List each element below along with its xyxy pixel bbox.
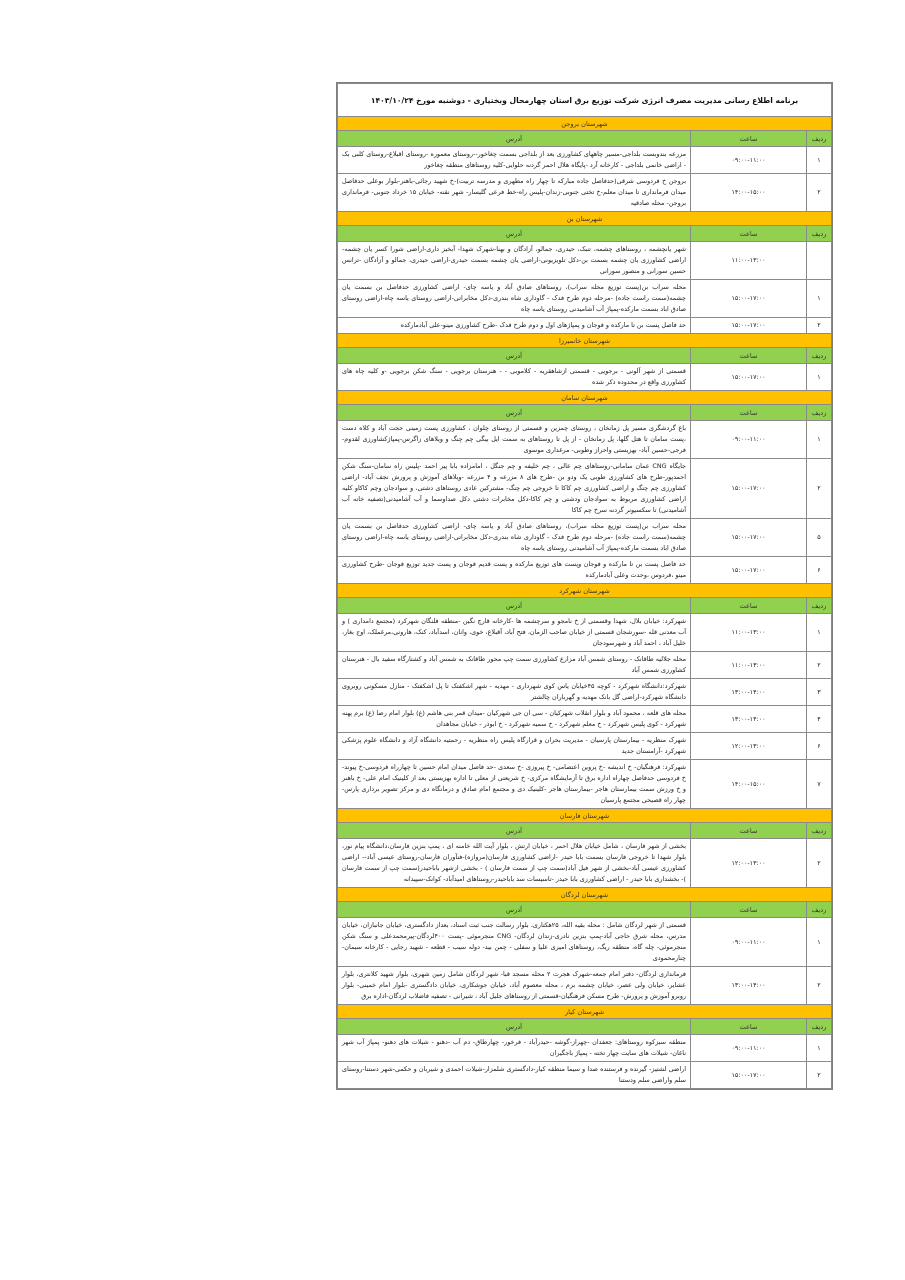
outage-time: ۱۴:۰۰-۱۵:۰۰ xyxy=(691,760,807,809)
county-name: شهرستان سامان xyxy=(338,391,832,405)
outage-time: ۱۱:۰۰-۱۳:۰۰ xyxy=(691,242,807,280)
column-header-row-number: ردیف xyxy=(807,405,832,421)
row-number: ۲ xyxy=(807,174,832,212)
column-header-time: ساعت xyxy=(691,405,807,421)
outage-schedule-sheet xyxy=(336,82,833,1090)
county-name: شهرستان لردگان xyxy=(338,888,832,902)
column-header-row xyxy=(338,823,832,839)
county-header-row xyxy=(338,888,832,902)
county-name: شهرستان فارسان xyxy=(338,809,832,823)
table-row xyxy=(338,421,832,459)
row-number: ۶ xyxy=(807,733,832,760)
outage-time: ۱۵:۰۰-۱۷:۰۰ xyxy=(691,519,807,557)
outage-address: منطقه سبزکوه روستاهای: جعفدان -چهراز-گوشه -حیدرآباد - فرخور- چهارطاق- دم آب -دهنو - شیلات های دهنو- پمپاژ آب شهر ناغان- شیلات های سایت چهار تخته - پمپاژ باجگیران xyxy=(338,1035,691,1062)
outage-time: ۱۵:۰۰-۱۷:۰۰ xyxy=(691,459,807,519)
column-header-row xyxy=(338,226,832,242)
outage-address: مزرعه بندوبست بلداجی-مسیر چاههای کشاورزی بعد از بلداجی بسمت چغاخور--روستای معموره -روستای اقبلاغ-روستای کلبی بک - اراضی خانمی بلداجی - کارخانه آرد -پایگاه هلال احمر گردنه حلوایی-کلیه روستاهای منطقه چغاخور xyxy=(338,147,691,174)
column-header-address: آدرس xyxy=(338,823,691,839)
table-row xyxy=(338,557,832,584)
column-header-row-number: ردیف xyxy=(807,1019,832,1035)
row-number: ۲ xyxy=(807,652,832,679)
outage-address: حد فاصل پست بن تا مارکده و فوجان و پمپاژهای اول و دوم طرح فدک -طرح کشاورزی مینو-علی آبادمارکده xyxy=(338,318,691,334)
row-number: ۲ xyxy=(807,1062,832,1089)
county-header-row xyxy=(338,809,832,823)
column-header-row-number: ردیف xyxy=(807,348,832,364)
table-row xyxy=(338,652,832,679)
outage-address: بخشی از شهر فارسان ، شامل خیابان هلال احمر ، خیابان ارتش ، بلوار آیت الله خامنه ای ، پمپ بنزین فارسان،دانشگاه پیام نور، بلوار شهدا تا خروجی فارسان بسمت بابا حیدر -اراضی کشاورزی فارسان(مروازه)-فنآوران فارسان-روستای عیسی آباد-- اراضی کشاورزی عیسی آباد-بخشی از شهر فیل آباد(سمت چپ از سمت فارسان ) - بخشی ازشهر باباحیدر(سمت چپ از سمت فارسان )- بخشداری بابا حیدر - اراضی کشاورزی بابا حیدر -تاسیسات سد باباحیدر-روستاهای امیدآباد- کوانک-سپیدانه xyxy=(338,839,691,888)
outage-address: جایگاه CNG عمان سامانی-روستاهای چم عالی ، چم خلیفه و چم جنگل ، امامزاده بابا پیر احمد -پلیس راه سامان-سنگ شکن احمدپور-طرح های کشاورزی طوبی یک ودو بن -طرح های ۸ مزرعه و ۴ مزرعه -ویلاهای آموزش و پرورش نجف آباد- اراضی کشاورزی چم چنگ و اراضی کشاورزی چم کاکا تا خروجی چم چنگ- مشترکین عادی روستاهای دشتی، و سوادجان وچم کاکاو کلیه اراضی کشاورزی مربوط به سوادجان ودشتی و چم کاکا-دکل مخابرات دشتی دکل صداوسما و آب آشامیدنی(تصفیه خانه آب آشامیدنی) تا سکسیونر گردنه سرخ چم کاکا xyxy=(338,459,691,519)
table-row xyxy=(338,706,832,733)
table-row xyxy=(338,519,832,557)
outage-address: قسمتی از شهر لردگان شامل : محله بقیه الله، ۲۵هکتاری، بلوار رسالت جنب ثبت اسناد، بعداز دادگستری، خیابان جانبازان، خیابان مدرس، محله شرق حاجی آباد-پمپ بنزین نادری-زندان لردگان- CNG منجرموئی -پست ۴۰۰لردگان-پیرمحمدعلی و سنگ شکن منجرموئی- چله گاه، منطقه ریگ، روستاهای امیری علیا و سفلی - چمن بید- دوله سیب - قطعه - شهید رجایی - کارخانه سیمان-چنارمحمودی xyxy=(338,918,691,967)
outage-time: ۱۴:۰۰-۱۵:۰۰ xyxy=(691,174,807,212)
row-number: ۲ xyxy=(807,459,832,519)
row-number: ۱ xyxy=(807,918,832,967)
table-row xyxy=(338,147,832,174)
row-number: ۵ xyxy=(807,519,832,557)
column-header-time: ساعت xyxy=(691,131,807,147)
column-header-time: ساعت xyxy=(691,226,807,242)
column-header-address: آدرس xyxy=(338,226,691,242)
table-row xyxy=(338,679,832,706)
column-header-address: آدرس xyxy=(338,131,691,147)
row-number: ۷ xyxy=(807,760,832,809)
row-number: ۴ xyxy=(807,706,832,733)
row-number: ۱ xyxy=(807,147,832,174)
column-header-row-number: ردیف xyxy=(807,226,832,242)
outage-time: ۰۹:۰۰-۱۱:۰۰ xyxy=(691,421,807,459)
outage-schedule-table xyxy=(337,83,832,1089)
table-row xyxy=(338,760,832,809)
outage-time: ۱۳:۰۰-۱۴:۰۰ xyxy=(691,679,807,706)
county-name: شهرستان شهرکرد xyxy=(338,584,832,598)
column-header-time: ساعت xyxy=(691,348,807,364)
outage-address: شهرکرد:دانشگاه شهرکرد - کوچه ۴۵خیابان یاس کوی شهرداری - مهدیه - شهر اشکفتک تا پل اشکفتک - منازل مسکونی روبروی دانشگاه شهرکرد-اراضی گل بانک مهدیه و گهرباران چالشتر xyxy=(338,679,691,706)
column-header-row xyxy=(338,405,832,421)
outage-address: باغ گردشگری مسیر پل زمانخان ، روستای چمزین و قسمتی از روستای چلوان ، کشاورزی پست زمینی حجت آباد و کلاه دست ،پست سامان تا هتل گلها، پل زمانخان - از پل تا روستاهای به سمت ایل بیگی چم چنگ و ویلاهای زاگرس-پمپاژکشاورزی لقدوم- فرجی-حسین آباد- بهزیستی واحراز وطوبی- مرغداری موسوی xyxy=(338,421,691,459)
outage-address: شهر یانچشمه ، روستاهای چشمه، تنبک، حیدری، جمالو، آزادگان و بهنا-شهرک شهدا- آبخیز داری-اراضی شورا کسر یان چشمه-اراضی کشاورزی یان چشمه بسمت بن-دکل تلویزیونی-اراضی یان چشمه بسمت حیدری-اراضی حیدری، جمالو و آزادگان -ترانس حسین سورانی و منصور سورانی xyxy=(338,242,691,280)
column-header-row-number: ردیف xyxy=(807,131,832,147)
outage-time: ۱۵:۰۰-۱۷:۰۰ xyxy=(691,318,807,334)
outage-address: شهرکرد: فرهنگیان- خ اندیشه -خ پروین اعتصامی- خ پیروزی -خ سعدی -حد فاصل میدان امام حسین تا چهارراه فردوسی-خ پیوند- خ فردوسی حدفاصل چهاراه اداره برق تا آزمایشگاه مرکزی- خ شریعتی از معلی تا اداره بهزیستی بعد از کلینیک امام علی- خ باهنر و خ ورزش سمت بیمارستان هاجر -بیمارستان هاجر -کلینیک دی و مجتمع امام صادق و درمانگاه دی و مرکز تصویر برداری پارس-چهار راه قصیحی مجتمع پارسیان xyxy=(338,760,691,809)
outage-time: ۱۲:۰۰-۱۳:۰۰ xyxy=(691,733,807,760)
table-row xyxy=(338,733,832,760)
outage-address: شهرکرد: خیابان بلال، شهدا وقسمتی از خ نامجو و سرچشمه ها -کارخانه قارچ نگین -منطقه فلنگان شهرکرد (مجتمع دامداری ) و آب معدنی قله -سورشجان قسمتی از خیابان صاحب الزمان، فتح آباد، آقبلاغ، خوی، وانان، اسدآباد، کنک، هارونی،مرغملک، اوج بغار، خلیل آباد ، احمد آباد و شهرسودجان xyxy=(338,614,691,652)
column-header-address: آدرس xyxy=(338,405,691,421)
table-row xyxy=(338,918,832,967)
column-header-address: آدرس xyxy=(338,598,691,614)
table-row xyxy=(338,1062,832,1089)
county-header-row xyxy=(338,391,832,405)
county-name: شهرستان بروجن xyxy=(338,117,832,131)
outage-address: فرمانداری لردگان- دفتر امام جمعه-شهرک هجرت ۲ محله مسجد قبا- شهر لردگان شامل زمین شهری، بلوار شهید کلانتری، بلوار عشایر، خیابان ولی عصر، خیابان چشمه برم ، محله معصوم آباد، خیابان جوشکاری، خیابان دادگستری -بلوار امام خمینی- بلوار روبرو آموزش و پرورش- طرح مسکن فرهنگیان-قسمتی از روستاهای جلیل آباد ، شیرانی - تصفیه فاضلاب لردگان-اداره برق xyxy=(338,967,691,1005)
table-row xyxy=(338,280,832,318)
county-name: شهرستان کیار xyxy=(338,1005,832,1019)
column-header-row xyxy=(338,348,832,364)
column-header-time: ساعت xyxy=(691,598,807,614)
outage-address: بروجن خ فردوسی شرقی(حدفاصل جاده مبارکه تا چهار راه مطهری و مدرسه تربیت)-خ شهید رجائی-باهنر-بلوار بوعلی حدفاصل میدان فرمانداری تا میدان معلم-خ تختی جنوبی-زندان-پلیس راه-خط فرعی گلیسار- شهر نقنه- خیابان ۱۵ خرداد جنوبی- فرمانداری بروجن- محله صادقیه xyxy=(338,174,691,212)
outage-time: ۰۹:۰۰-۱۱:۰۰ xyxy=(691,147,807,174)
outage-time: ۱۵:۰۰-۱۷:۰۰ xyxy=(691,1062,807,1089)
table-row xyxy=(338,242,832,280)
outage-time: ۱۵:۰۰-۱۷:۰۰ xyxy=(691,280,807,318)
row-number: ۲ xyxy=(807,839,832,888)
row-number: ۶ xyxy=(807,557,832,584)
outage-address: محله جلالیه طاقانک - روستای شمس آباد مزارع کشاورزی سمت چپ محور طاقانک به شمس آباد و کشتارگاه سفید بال - هنرستان کشاورزی شمس آباد xyxy=(338,652,691,679)
column-header-address: آدرس xyxy=(338,348,691,364)
document-title: برنامه اطلاع رسانی مدیریت مصرف انرژی شرکت توزیع برق استان چهارمحال وبختیاری - دوشنبه مورخ ۱۴۰۳/۱۰/۲۴ xyxy=(338,84,832,117)
table-row xyxy=(338,1035,832,1062)
outage-time: ۱۵:۰۰-۱۷:۰۰ xyxy=(691,557,807,584)
column-header-time: ساعت xyxy=(691,902,807,918)
outage-time: ۱۱:۰۰-۱۳:۰۰ xyxy=(691,614,807,652)
column-header-row-number: ردیف xyxy=(807,823,832,839)
column-header-row-number: ردیف xyxy=(807,598,832,614)
table-row xyxy=(338,174,832,212)
outage-address: قسمتی از شهر آلونی - برجویی - قسمتی ازشاهقریه - کلاموبی - - هنرستان برجویی - سنگ شکن برجویی -و کلیه چاه های کشاورزی واقع در محدوده ذکر شده xyxy=(338,364,691,391)
outage-time: ۰۹:۰۰-۱۱:۰۰ xyxy=(691,918,807,967)
outage-address: اراضی لشتیز- گیرنده و فرستنده صدا و سیما منطقه کیار-دادگستری شلمزار-شیلات احمدی و شیربان و حکمی-شهر دستنا-روستای سلم واراضی سلم ودستنا xyxy=(338,1062,691,1089)
outage-time: ۱۲:۰۰-۱۳:۰۰ xyxy=(691,839,807,888)
row-number: ۱ xyxy=(807,1035,832,1062)
table-row xyxy=(338,318,832,334)
title-row xyxy=(338,84,832,117)
row-number: ۱ xyxy=(807,421,832,459)
county-header-row xyxy=(338,212,832,226)
county-header-row xyxy=(338,1005,832,1019)
column-header-row xyxy=(338,902,832,918)
table-row xyxy=(338,967,832,1005)
row-number: ۳ xyxy=(807,679,832,706)
row-number xyxy=(807,242,832,280)
row-number: ۱ xyxy=(807,364,832,391)
column-header-row xyxy=(338,131,832,147)
county-name: شهرستان بن xyxy=(338,212,832,226)
outage-address: شهرک منظریه - بیمارستان پارسیان - مدیریت بحران و قرارگاه پلیس راه منظریه - رحمتیه دانشگاه آزاد و دانشگاه علوم پزشکی شهرکرد -آرامستان جدید xyxy=(338,733,691,760)
outage-address: محله های قلعه ، محمود آباد و بلوار انقلاب شهرکیان - سی ان جی شهرکیان -میدان قمر بنی هاشم (ع) بلوار امام رضا (ع) برم پهنه شهرکرد - کوی پلیس شهرکرد - خ معلم شهرکرد - خ سمیه شهرکرد - خ ابوذر - خیابان مجاهدان xyxy=(338,706,691,733)
outage-address: محله سراب بن(پست توزیع محله سراب)، روستاهای صادق آباد و یاسه چای- اراضی کشاورزی حدفاصل بن بسمت یان چشمه(سمت راست جاده) -مرحله دوم طرح فدک - گاوداری شاه بندری-دکل مخابراتی-اراضی روستای یاسه چاه-اراضی روستای صادق اباد بسمت مارکده-پمپاژ آب آشامیدنی روستای یاسه چاه xyxy=(338,519,691,557)
outage-time: ۱۳:۰۰-۱۴:۰۰ xyxy=(691,706,807,733)
column-header-row xyxy=(338,598,832,614)
outage-address: حد فاصل پست بن تا مارکده و فوجان وپست های توزیع مارکده و پست قدیم فوجان و پست جدید توزیع فوجان -طرح کشاورزی مینو ،فردوس ،وحدت وعلی آبادمارکده xyxy=(338,557,691,584)
column-header-time: ساعت xyxy=(691,1019,807,1035)
county-header-row xyxy=(338,584,832,598)
row-number: ۱ xyxy=(807,280,832,318)
outage-time: ۰۹:۰۰-۱۱:۰۰ xyxy=(691,1035,807,1062)
outage-time: ۱۳:۰۰-۱۴:۰۰ xyxy=(691,967,807,1005)
row-number: ۲ xyxy=(807,967,832,1005)
outage-address: محله سراب بن(پست توزیع محله سراب)، روستاهای صادق آباد و یاسه چای- اراضی کشاورزی حدفاصل بن بسمت یان چشمه(سمت راست جاده) -مرحله دوم طرح فدک - گاوداری شاه بندری-دکل مخابراتی-اراضی روستای یاسه چاه-اراضی روستای صادق اباد بسمت مارکده-پمپاژ آب آشامیدنی روستای یاسه چاه xyxy=(338,280,691,318)
column-header-time: ساعت xyxy=(691,823,807,839)
column-header-address: آدرس xyxy=(338,902,691,918)
column-header-row xyxy=(338,1019,832,1035)
outage-time: ۱۱:۰۰-۱۳:۰۰ xyxy=(691,652,807,679)
column-header-address: آدرس xyxy=(338,1019,691,1035)
column-header-row-number: ردیف xyxy=(807,902,832,918)
county-header-row xyxy=(338,334,832,348)
outage-time: ۱۵:۰۰-۱۷:۰۰ xyxy=(691,364,807,391)
table-row xyxy=(338,614,832,652)
table-row xyxy=(338,364,832,391)
table-row xyxy=(338,839,832,888)
table-row xyxy=(338,459,832,519)
row-number: ۲ xyxy=(807,318,832,334)
county-header-row xyxy=(338,117,832,131)
county-name: شهرستان خانمیرزا xyxy=(338,334,832,348)
row-number: ۱ xyxy=(807,614,832,652)
